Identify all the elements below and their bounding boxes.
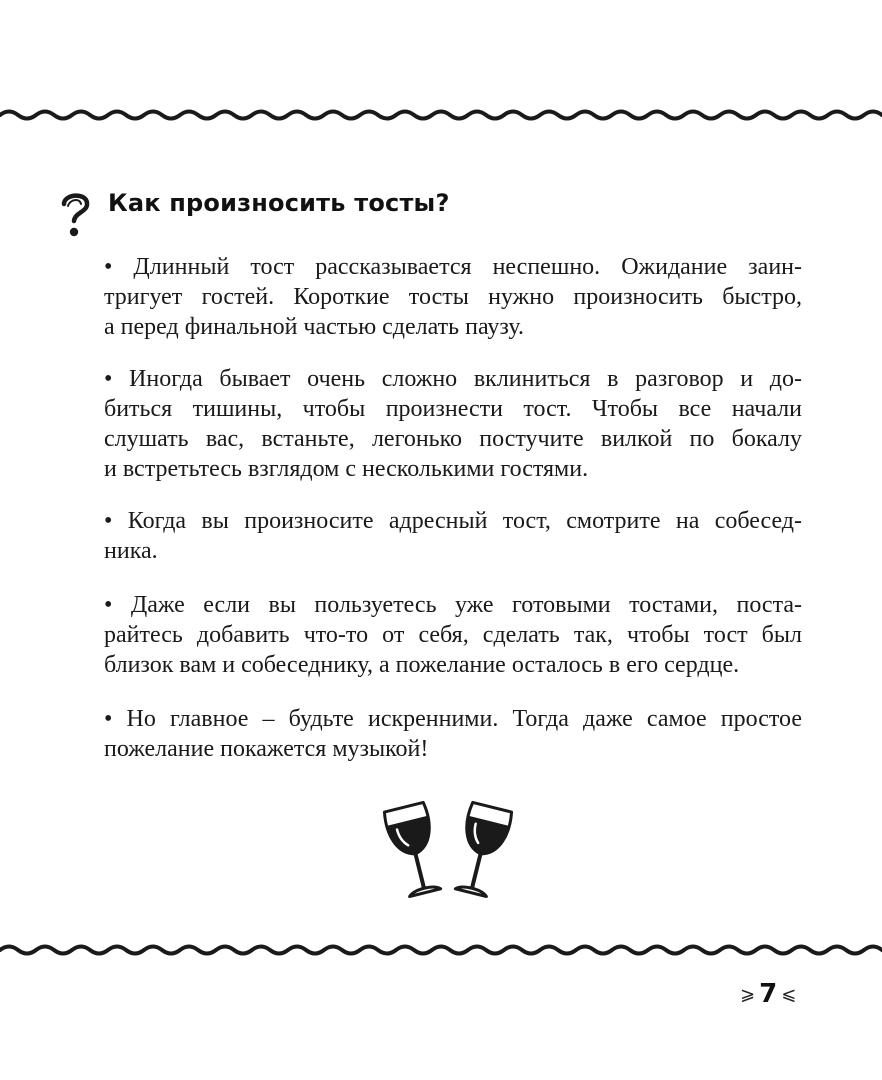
paragraph-line: • Даже если вы пользуетесь уже готовыми тостами, поста-: [104, 592, 802, 618]
paragraph-line: ника.: [104, 538, 158, 564]
paragraph-line: райтесь добавить что-то от себя, сделать так, чтобы тост был: [104, 622, 802, 648]
page-number: [740, 977, 796, 1011]
page-title: Как произносить тосты?: [108, 189, 450, 217]
paragraph-line: • Иногда бывает очень сложно вклиниться в разговор и до-: [104, 366, 802, 392]
paragraph-line: • Когда вы произносите адресный тост, смотрите на собесед-: [104, 508, 802, 534]
paragraph-be-sincere: [104, 704, 802, 764]
paragraph-line: а перед финальной частью сделать паузу.: [104, 314, 524, 340]
bottom-wavy-divider: [0, 939, 882, 961]
page-number-value: 7: [759, 979, 778, 1009]
paragraph-line: близок вам и собеседнику, а пожелание осталось в его сердце.: [104, 652, 740, 678]
paragraph-addressed-toast: [104, 506, 802, 566]
paragraph-line: слушать вас, встаньте, легонько постучите вилкой по бокалу: [104, 426, 802, 452]
paragraph-ready-toasts: [104, 590, 802, 680]
paragraph-line: • Длинный тост рассказывается неспешно. Ожидание заин-: [104, 254, 802, 280]
question-mark-icon: [58, 190, 92, 240]
page-number-mark-left: ⩾: [740, 983, 756, 1005]
page-number-mark-right: ⩽: [781, 983, 797, 1005]
paragraph-line: и встретьтесь взглядом с несколькими гостями.: [104, 456, 589, 482]
paragraph-slow-toast: [104, 252, 802, 342]
paragraph-line: биться тишины, чтобы произнести тост. Чтобы все начали: [104, 396, 802, 422]
wine-glasses-clink-icon: [380, 798, 516, 914]
paragraph-line: пожелание покажется музыкой!: [104, 736, 429, 762]
top-wavy-divider: [0, 104, 882, 126]
paragraph-get-attention: [104, 364, 802, 484]
paragraph-line: • Но главное – будьте искренними. Тогда даже самое простое: [104, 706, 802, 732]
paragraph-line: тригует гостей. Короткие тосты нужно произносить быстро,: [104, 284, 802, 310]
